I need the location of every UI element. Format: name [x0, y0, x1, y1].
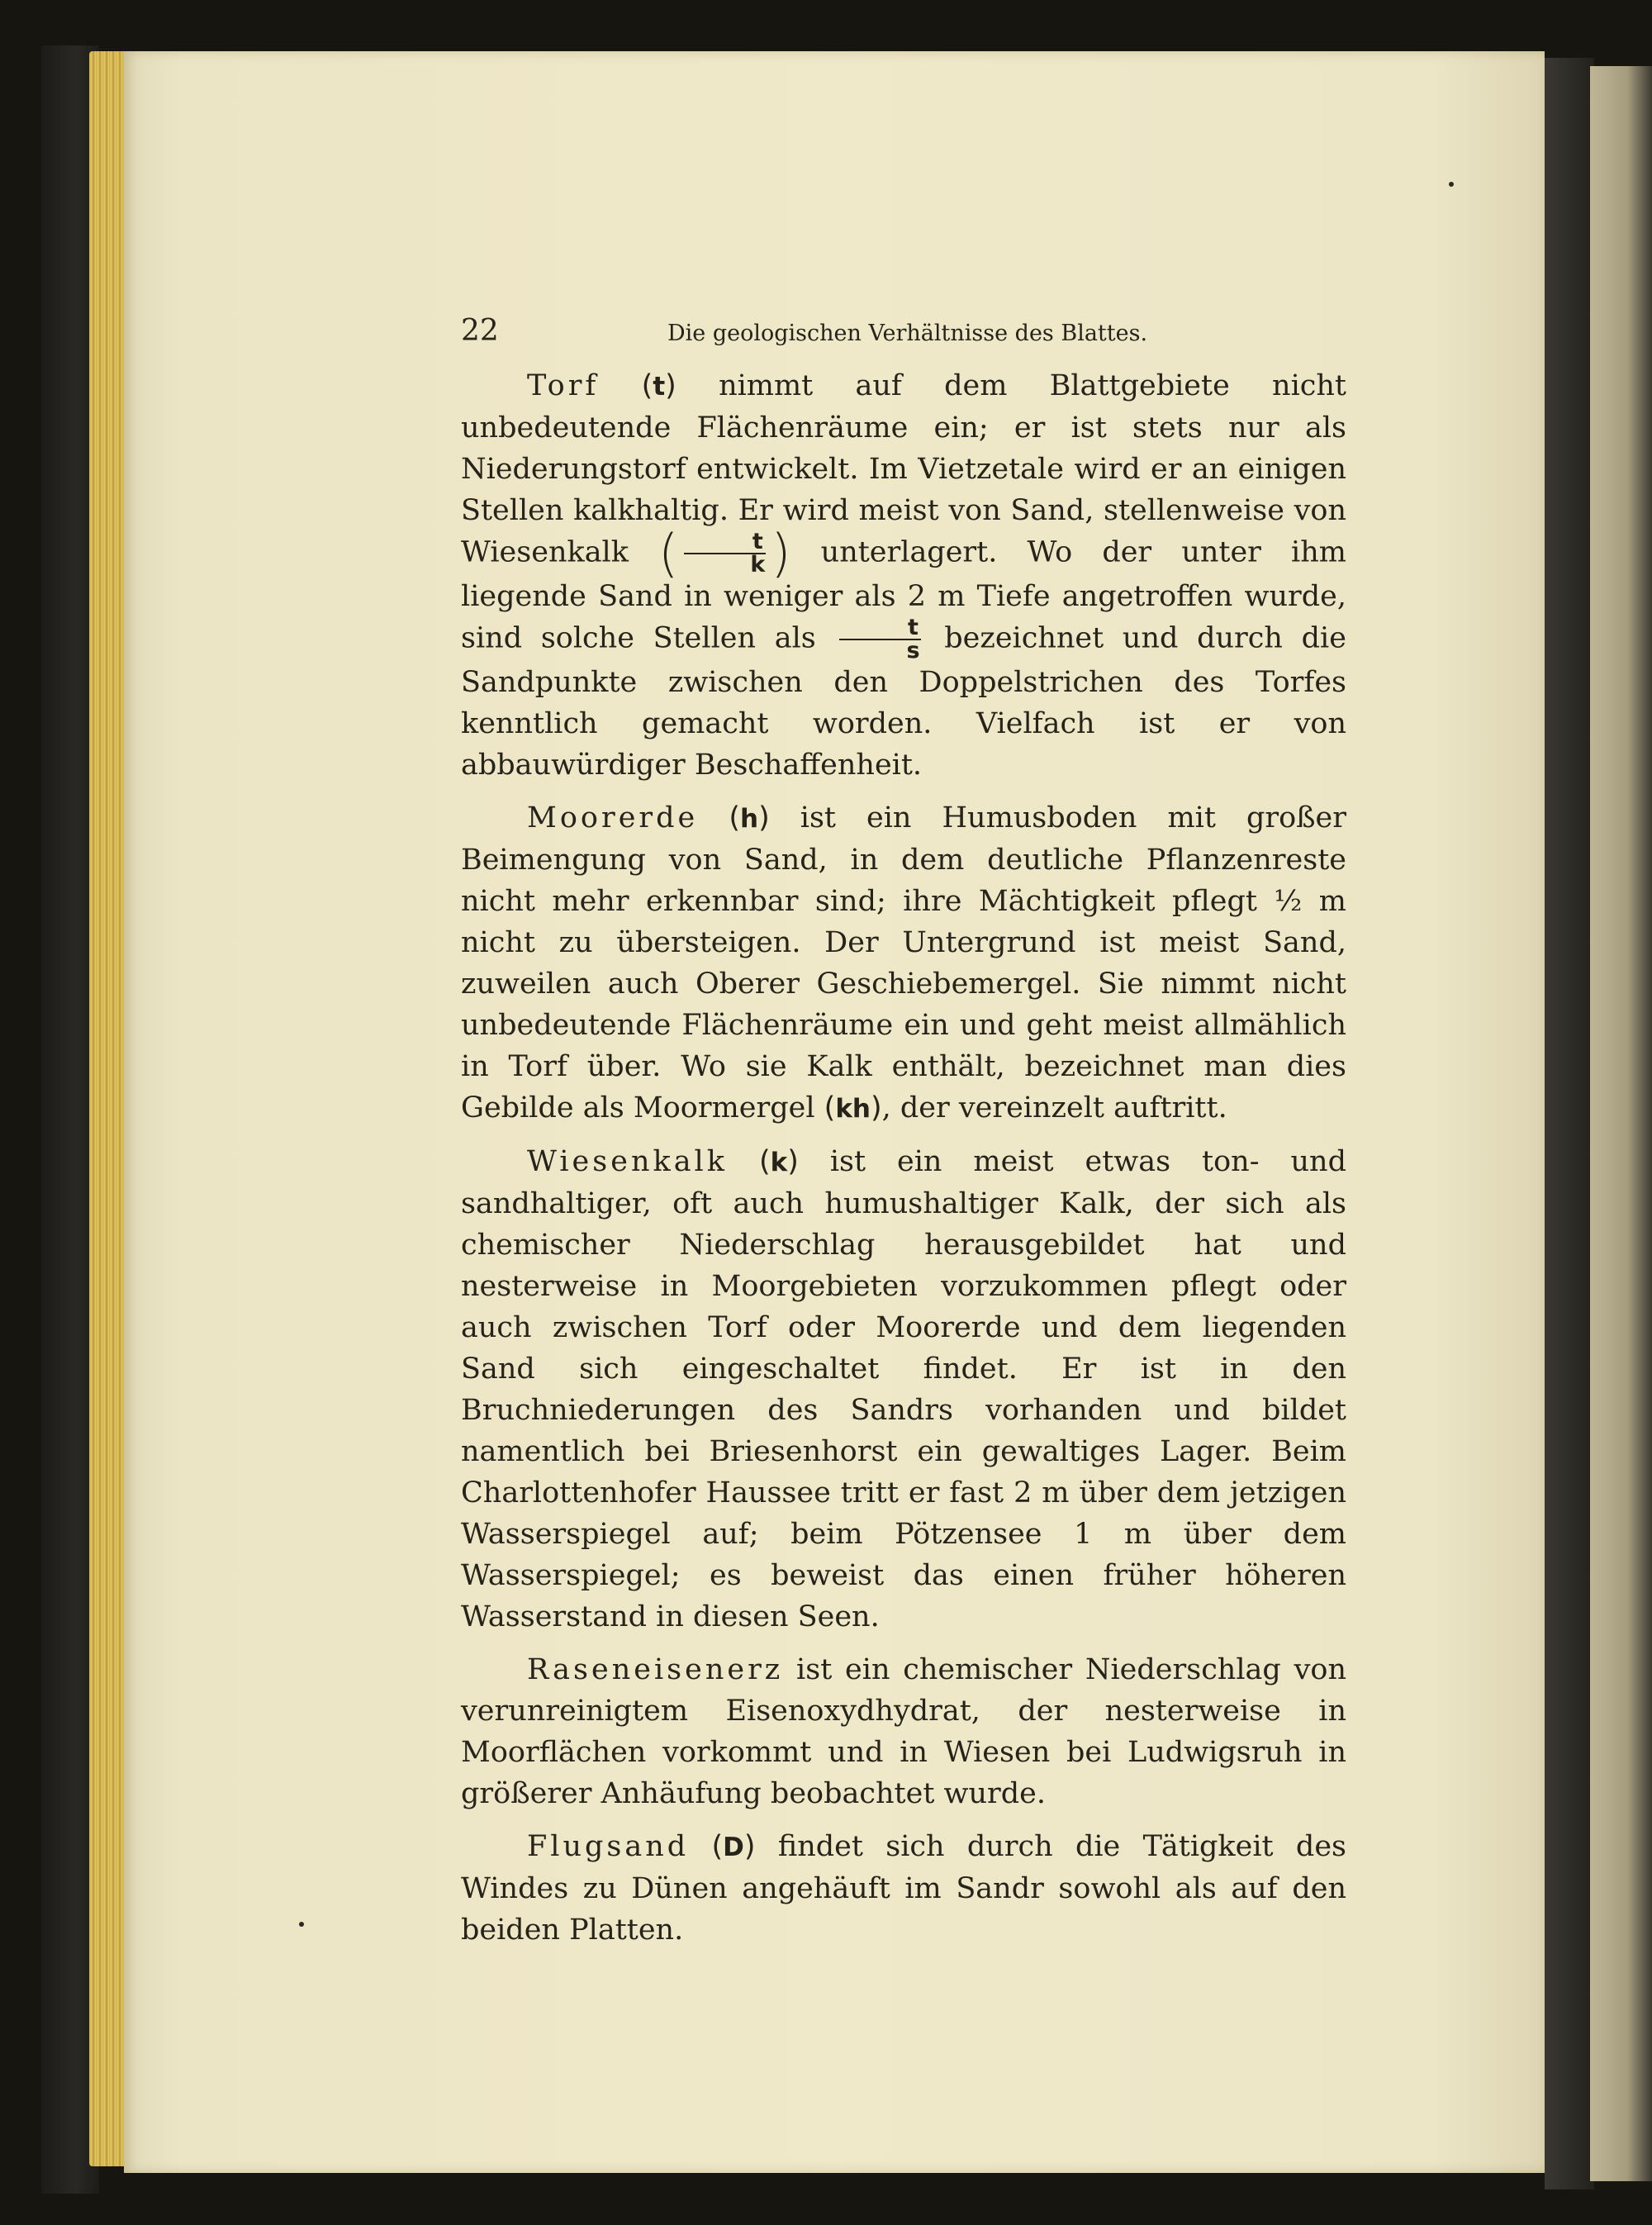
paragraph-text: bezeichnet und durch die Sandpunkte zwischen den Doppelstrichen des Torfes kenntlich gemacht worden. Vielfach ist er von abbauwürdiger Beschaffenheit. [461, 621, 1346, 782]
paragraph-torf: Torf (t) nimmt auf dem Blattgebiete nicht unbedeutende Flächenräume ein; er ist stets nur als Niederungstorf entwickelt. Im Vietzetale wird er an einigen Stellen kalkhaltig. Er wird meist von Sand, stellenweise von Wiesenkalk ( $\frac{t}{k}$ ) unterlagert. Wo der unter ihm liegende Sand in weniger als 2 m Tiefe angetroffen wurde, sind solche Stellen als $\frac{t}{s}$ bezeichnet und durch die Sandpunkte zwischen den Doppelstrichen des Torfes kenntlich gemacht worden. Vielfach ist er von abbauwürdiger Beschaffenheit. [461, 369, 1346, 782]
paragraph-text: , der vereinzelt auftritt. [881, 1091, 1227, 1124]
paragraph-text: unterlagert. Wo der unter ihm liegende Sand in weniger als 2 m Tiefe angetroffen wurde, sind solche Stellen als [461, 535, 1346, 655]
map-symbol-kh: kh [835, 1094, 871, 1124]
paper-speck [1449, 182, 1454, 187]
paragraph-text: nimmt auf dem Blattgebiete nicht unbedeutende Flächenräume ein; er ist stets nur als Niederungstorf entwickelt. Im Vietzetale wird er an einigen Stellen kalkhaltig. Er wird meist von Sand, stellenweise von Wiesenkalk [461, 369, 1346, 569]
paragraph-text: ist ein meist etwas ton- und sandhaltiger, oft auch humushaltiger Kalk, der sich als chemischer Niederschlag herausgebildet hat und nesterweise in Moorgebieten vorzukommen pflegt oder auch zwischen Torf oder Moorerde und dem liegenden Sand sich eingeschaltet findet. Er ist in den Bruchniederungen des Sandrs vorhanden und bildet namentlich bei Briesenhorst ein gewaltiges Lager. Beim Charlottenhofer Haussee tritt er fast 2 m über dem jetzigen Wasserspiegel auf; beim Pötzensee 1 m über dem Wasserspiegel; es beweist das einen früher höheren Wasserstand in diesen Seen. [461, 1145, 1346, 1633]
fraction-numerator: t [839, 617, 921, 640]
paragraph-wiesenkalk: Wiesenkalk (k) ist ein meist etwas ton- und sandhaltiger, oft auch humushaltiger Kalk, der sich als chemischer Niederschlag herausgebildet hat und nesterweise in Moorgebieten vorzukommen pflegt oder auch zwischen Torf oder Moorerde und dem liegenden Sand sich eingeschaltet findet. Er ist in den Bruchniederungen des Sandrs vorhanden und bildet namentlich bei Briesenhorst ein gewaltiges Lager. Beim Charlottenhofer Haussee tritt er fast 2 m über dem jetzigen Wasserspiegel auf; beim Pötzensee 1 m über dem Wasserspiegel; es beweist das einen früher höheren Wasserstand in diesen Seen. [461, 1145, 1346, 1633]
term-raseneisenerz: Raseneisenerz [527, 1653, 784, 1686]
map-symbol-d: D [723, 1833, 744, 1862]
map-symbol-t: t [653, 372, 666, 402]
page-number: 22 [461, 314, 499, 348]
term-flugsand: Flugsand [527, 1830, 690, 1863]
term-moorerde: Moorerde [527, 801, 699, 834]
text-block [461, 311, 1346, 1962]
paper-speck [299, 1922, 304, 1927]
paragraph-text: findet sich durch die Tätigkeit des Windes zu Dünen angehäuft im Sandr sowohl als auf den beiden Platten. [461, 1830, 1346, 1947]
fraction-denominator: s [906, 638, 920, 663]
fraction-denominator: k [750, 552, 766, 578]
term-torf: Torf [527, 369, 600, 402]
paragraph-text: m nicht zu übersteigen. Der Untergrund ist meist Sand, zuweilen auch Oberer Geschiebemergel. Sie nimmt nicht unbedeutende Flächenräume ein und geht meist allmählich in Torf über. Wo sie Kalk enthält, bezeichnet man dies Gebilde als Moormergel [461, 885, 1346, 1124]
fraction-half: ½ [1274, 885, 1303, 918]
book-gutter [1545, 58, 1594, 2189]
paragraph-text: ist ein chemischer Niederschlag von verunreinigtem Eisenoxydhydrat, der nesterweise in Moorflächen vorkommt und in Wiesen bei Ludwigsruh in größerer Anhäufung beobachtet wurde. [461, 1653, 1346, 1810]
fraction-t-over-s [838, 617, 922, 662]
running-title: Die geologischen Verhältnisse des Blattes. [667, 321, 1148, 346]
paragraph-text: ist ein Humusboden mit großer Beimengung von Sand, in dem deutliche Pflanzenreste nicht mehr erkennbar sind; ihre Mächtigkeit pflegt [461, 801, 1346, 918]
fraction-t-over-k [681, 531, 767, 576]
fraction-numerator: t [684, 531, 766, 554]
map-symbol-h: h [739, 804, 759, 834]
paragraph-raseneisenerz [461, 1649, 1346, 1814]
next-page-edge [1590, 66, 1652, 2181]
map-symbol-k: k [770, 1148, 788, 1177]
term-wiesenkalk: Wiesenkalk [527, 1145, 728, 1178]
running-header [461, 311, 1346, 352]
paragraph-moorerde: Moorerde (h) ist ein Humusboden mit großer Beimengung von Sand, in dem deutliche Pflanzenreste nicht mehr erkennbar sind; ihre Mächtigkeit pflegt ½ m nicht zu übersteigen. Der Untergrund ist meist Sand, zuweilen auch Oberer Geschiebemergel. Sie nimmt nicht unbedeutende Flächenräume ein und geht meist allmählich in Torf über. Wo sie Kalk enthält, bezeichnet man dies Gebilde als Moormergel (kh), der vereinzelt auftritt. [461, 801, 1346, 1124]
paragraph-flugsand: Flugsand (D) findet sich durch die Tätigkeit des Windes zu Dünen angehäuft im Sandr sowohl als auf den beiden Platten. [461, 1830, 1346, 1947]
